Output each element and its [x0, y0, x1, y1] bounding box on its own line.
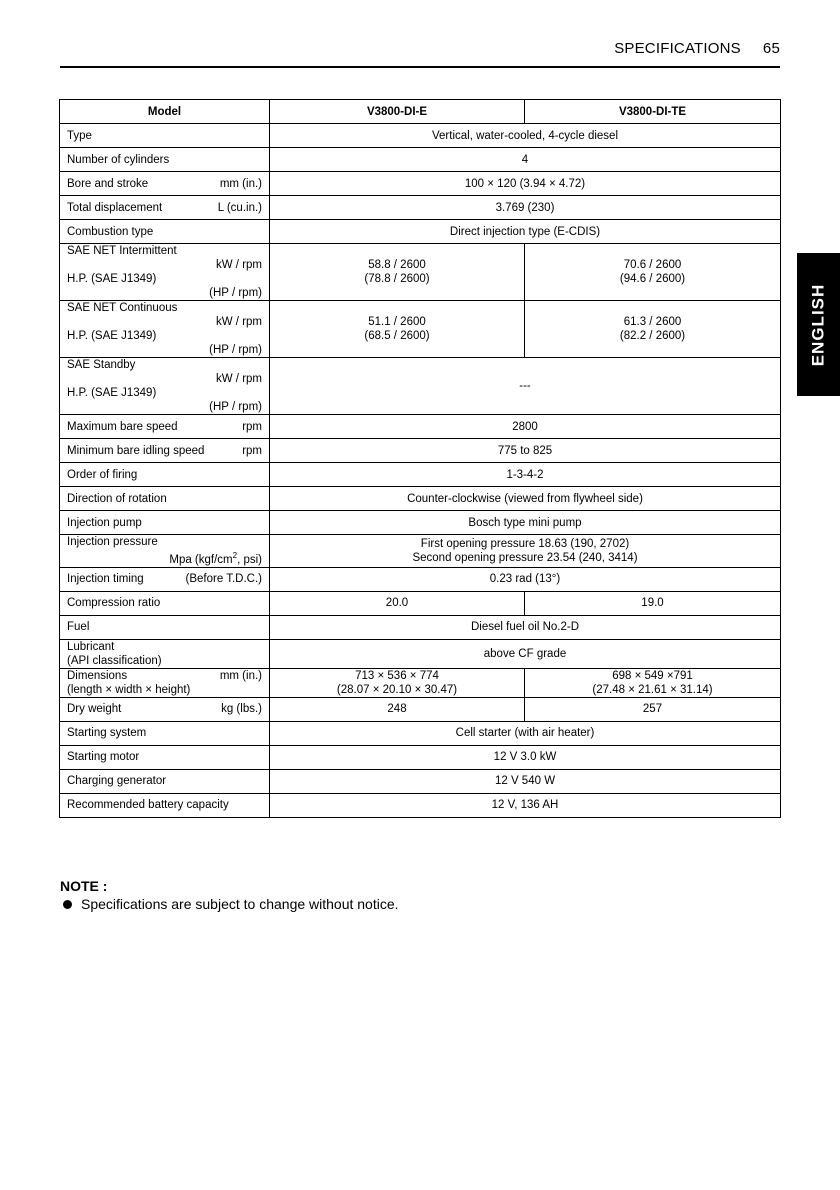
page-header	[60, 40, 780, 68]
value-mm: 698 × 549 ×791	[612, 669, 693, 682]
row-label: Direction of rotation	[60, 487, 270, 511]
row-injection-timing	[60, 567, 781, 591]
header-model-1: V3800-DI-E	[270, 100, 525, 124]
row-injection-pressure	[60, 535, 781, 568]
row-unit: rpm	[242, 420, 262, 433]
row-cylinders	[60, 148, 781, 172]
row-unit: mm (in.)	[219, 177, 262, 190]
language-tab-label: ENGLISH	[808, 283, 828, 366]
row-unit: (Before T.D.C.)	[185, 573, 262, 586]
row-unit: Mpa ($kgf/cm^2$, psi)	[169, 551, 262, 566]
value-hp: (78.8 / 2600)	[364, 273, 430, 285]
bullet-icon	[63, 900, 72, 909]
row-label: Starting motor	[60, 745, 270, 769]
row-bore-stroke	[60, 172, 781, 196]
value-mm: 713 × 536 × 774	[355, 669, 439, 682]
row-label: SAE NET Continuous	[67, 302, 178, 314]
row-label: Maximum bare speed	[67, 420, 178, 433]
row-dry-weight	[60, 697, 781, 721]
row-label: Charging generator	[60, 769, 270, 793]
row-label: Bore and stroke	[67, 177, 149, 190]
row-unit: (HP / rpm)	[209, 344, 262, 356]
row-min-idle	[60, 439, 781, 463]
row-value: 3.769 (230)	[270, 196, 781, 220]
header-model: Model	[60, 100, 270, 124]
row-sae-intermittent	[60, 244, 781, 301]
row-label: Combustion type	[60, 220, 270, 244]
row-label: Recommended battery capacity	[60, 793, 270, 817]
row-unit: (HP / rpm)	[209, 401, 262, 413]
row-label: Dry weight	[67, 703, 122, 716]
value-model-1: 248	[270, 697, 525, 721]
row-value: 2800	[270, 415, 781, 439]
row-max-speed	[60, 415, 781, 439]
value-model-1: 20.0	[270, 591, 525, 615]
row-label: Starting system	[60, 721, 270, 745]
row-label: Lubricant	[67, 640, 115, 653]
row-value: ---	[270, 358, 781, 415]
row-value: above CF grade	[270, 639, 781, 668]
row-value: Diesel fuel oil No.2-D	[270, 615, 781, 639]
note-block	[60, 878, 780, 912]
language-tab-label-wrap	[797, 253, 840, 396]
row-value: 4	[270, 148, 781, 172]
row-value: Bosch type mini pump	[270, 511, 781, 535]
row-starting-motor	[60, 745, 781, 769]
value-kw: 61.3 / 2600	[623, 316, 682, 328]
row-label: Order of firing	[60, 463, 270, 487]
row-lubricant	[60, 639, 781, 668]
row-sae-continuous	[60, 301, 781, 358]
note-title: NOTE :	[60, 878, 108, 894]
row-label: Fuel	[60, 615, 270, 639]
row-label: Dimensions	[67, 669, 128, 682]
value-kw: 70.6 / 2600	[623, 259, 682, 271]
row-value: Vertical, water-cooled, 4-cycle diesel	[270, 124, 781, 148]
row-value: Direct injection type (E-CDIS)	[270, 220, 781, 244]
row-label: H.P. (SAE J1349)	[67, 273, 157, 285]
section-title: SPECIFICATIONS	[614, 40, 741, 57]
row-displacement	[60, 196, 781, 220]
value-first-opening: First opening pressure 18.63 (190, 2702)	[420, 537, 630, 550]
row-label: Injection timing	[67, 573, 144, 586]
row-label: SAE NET Intermittent	[67, 245, 177, 257]
row-label: H.P. (SAE J1349)	[67, 387, 157, 399]
row-unit: mm (in.)	[219, 669, 262, 682]
row-fuel	[60, 615, 781, 639]
value-hp: (82.2 / 2600)	[619, 330, 686, 342]
row-value: 12 V, 136 AH	[270, 793, 781, 817]
row-label: H.P. (SAE J1349)	[67, 330, 157, 342]
row-starting-system	[60, 721, 781, 745]
value-hp: (68.5 / 2600)	[364, 330, 430, 342]
value-model-2: 19.0	[525, 591, 781, 615]
row-label: Type	[60, 124, 270, 148]
row-label: (length × width × height)	[67, 683, 191, 696]
row-unit: (HP / rpm)	[209, 287, 262, 299]
row-label: Minimum bare idling speed	[67, 444, 205, 457]
row-value: Counter-clockwise (viewed from flywheel side)	[270, 487, 781, 511]
row-value: 775 to 825	[270, 439, 781, 463]
value-in: (27.48 × 21.61 × 31.14)	[592, 683, 713, 696]
row-firing-order	[60, 463, 781, 487]
row-injection-pump	[60, 511, 781, 535]
row-label: Total displacement	[67, 201, 163, 214]
row-value: 0.23 rad (13°)	[270, 567, 781, 591]
row-label: Injection pump	[60, 511, 270, 535]
row-value: 100 × 120 (3.94 × 4.72)	[270, 172, 781, 196]
row-unit: kW / rpm	[216, 259, 262, 271]
row-unit: rpm	[242, 444, 262, 457]
row-compression	[60, 591, 781, 615]
note-text: Specifications are subject to change without notice.	[81, 896, 399, 912]
row-battery	[60, 793, 781, 817]
row-value: 12 V 3.0 kW	[270, 745, 781, 769]
row-unit: kW / rpm	[216, 316, 262, 328]
row-label: SAE Standby	[67, 359, 136, 371]
row-unit: L (cu.in.)	[217, 201, 262, 214]
value-model-2: 257	[525, 697, 781, 721]
row-combustion	[60, 220, 781, 244]
header-model-2: V3800-DI-TE	[525, 100, 781, 124]
page-number: 65	[762, 40, 780, 57]
row-value: 12 V 540 W	[270, 769, 781, 793]
row-label: Compression ratio	[60, 591, 270, 615]
row-label: Number of cylinders	[60, 148, 270, 172]
row-unit: kg (lbs.)	[221, 703, 262, 716]
row-type	[60, 124, 781, 148]
row-rotation	[60, 487, 781, 511]
table-header-row	[60, 100, 781, 124]
row-label: Injection pressure	[67, 536, 158, 548]
row-charging-generator	[60, 769, 781, 793]
row-value: 1-3-4-2	[270, 463, 781, 487]
row-sae-standby	[60, 358, 781, 415]
row-label: (API classification)	[67, 654, 162, 667]
value-kw: 51.1 / 2600	[368, 316, 426, 328]
row-dimensions	[60, 668, 781, 697]
row-value: Cell starter (with air heater)	[270, 721, 781, 745]
value-hp: (94.6 / 2600)	[619, 273, 686, 285]
row-unit: kW / rpm	[216, 373, 262, 385]
note-item	[60, 896, 780, 912]
value-second-opening: Second opening pressure 23.54 (240, 3414)	[412, 551, 638, 564]
specifications-table	[59, 99, 781, 818]
value-kw: 58.8 / 2600	[368, 259, 426, 271]
value-in: (28.07 × 20.10 × 30.47)	[336, 683, 458, 696]
